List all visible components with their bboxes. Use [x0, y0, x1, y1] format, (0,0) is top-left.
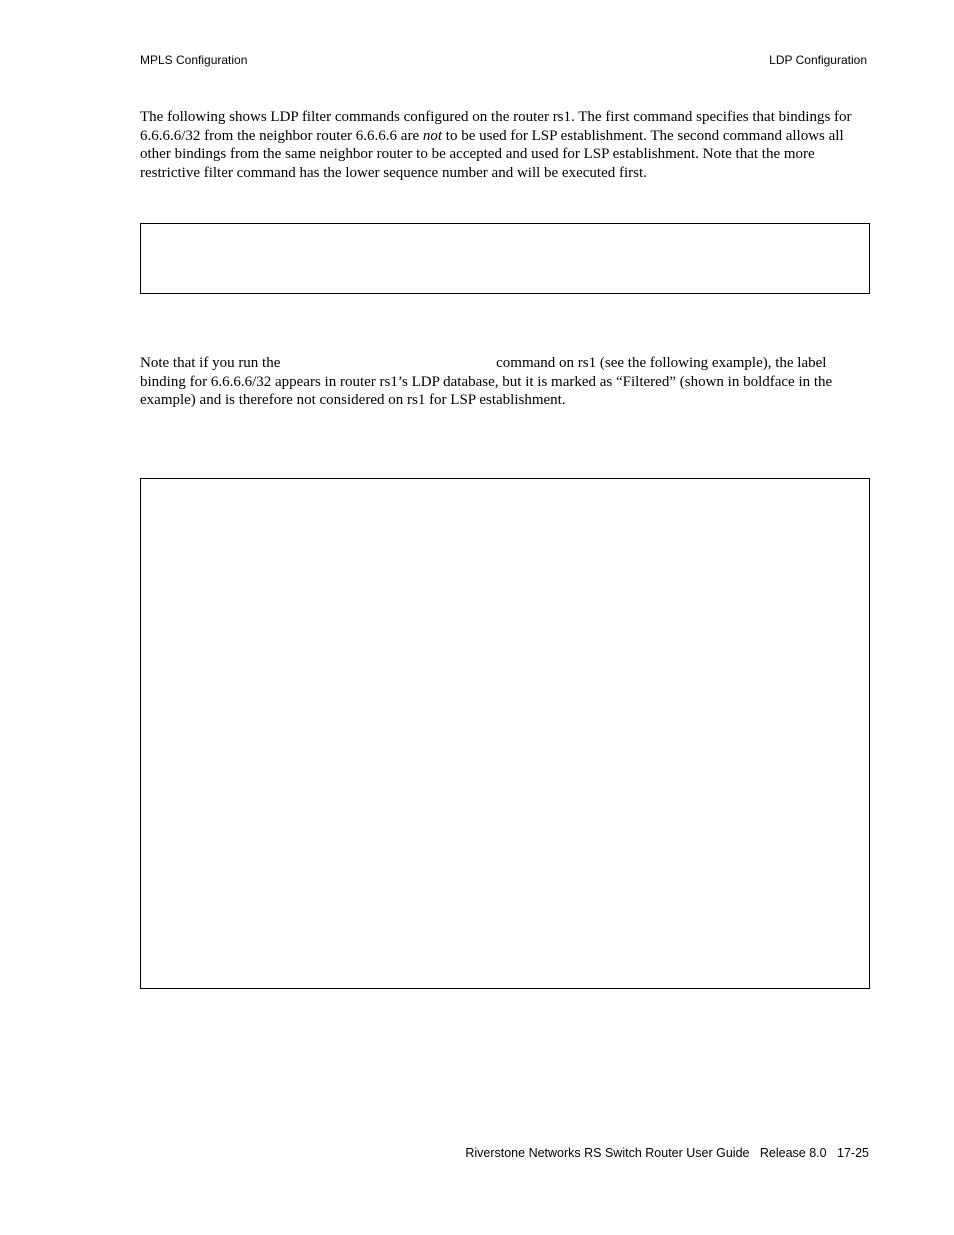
- running-header-right: LDP Configuration: [769, 53, 867, 67]
- intro-text-start: The following shows LDP filter commands configured on the router rs1. The first command specifies that bindings for 6.6.6.6/32 from the neighbor router 6.6.6.6 are: [140, 109, 852, 144]
- intro-emphasis: not: [422, 127, 443, 144]
- note-text-end: command on rs1 (see the following example), the label binding for 6.6.6.6/32 appears in router rs1’s LDP database, but it is marked as “Filtered” (shown in boldface in the example) and is therefore not considered on rs1 for LSP establishment.: [140, 355, 833, 409]
- ldp-database-example-box: [140, 478, 870, 989]
- note-paragraph: [140, 354, 870, 410]
- page-footer: Riverstone Networks RS Switch Router User Guide Release 8.0 17-25: [465, 1146, 869, 1160]
- note-text-start: Note that if you run the: [140, 355, 285, 371]
- filter-commands-code-box: [140, 223, 870, 294]
- running-header-left: MPLS Configuration: [140, 53, 248, 67]
- intro-text-end: to be used for LSP establishment. The second command allows all other bindings from the same neighbor router to be accepted and used for LSP establishment. Note that the more restrictive filter command has the lower sequence number and will be executed first.: [140, 127, 844, 182]
- intro-paragraph: [140, 108, 870, 183]
